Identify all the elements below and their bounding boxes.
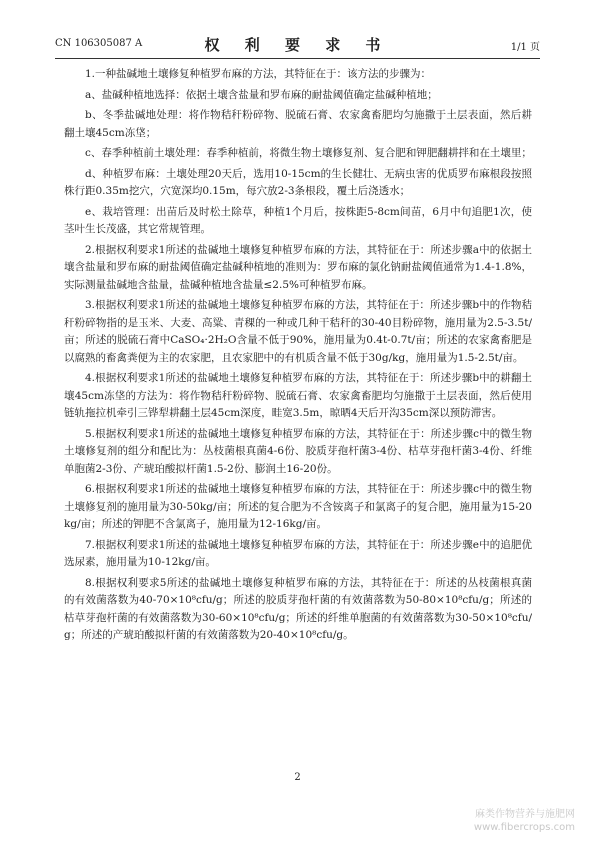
claim-2: 2.根据权利要求1所述的盐碱地土壤修复种植罗布麻的方法，其特征在于：所述步骤a中的依据土壤含盐量和罗布麻的耐盐阈值确定盐碱种植地的准则为：罗布麻的氯化钠耐盐阈值通常为1.4-1.8%，实际测量盐碱地含盐量，盐碱种植地含盐量≤2.5%可种植罗布麻。 xyxy=(64,243,532,291)
patent-number: CN 106305087 A xyxy=(55,38,143,49)
page-header xyxy=(55,36,540,54)
claim-5: 5.根据权利要求1所述的盐碱地土壤修复种植罗布麻的方法，其特征在于：所述步骤c中的微生物土壤修复剂的组分和配比为：丛枝菌根真菌4-6份、胶质芽孢杆菌3-4份、枯草芽孢杆菌3-4份、纤维单胞菌2-3份、产琥珀酸拟杆菌1.5-2份、膨润土16-20份。 xyxy=(64,427,532,475)
header-divider xyxy=(55,58,540,59)
page-label: 1/1 页 xyxy=(510,42,540,53)
claim-7: 7.根据权利要求1所述的盐碱地土壤修复种植罗布麻的方法，其特征在于：所述步骤e中的追肥优选尿素，施用量为10-12kg/亩。 xyxy=(64,538,532,568)
claim-1-step-d: d、种植罗布麻：土壤处理20天后，选用10-15cm的生长健壮、无病虫害的优质罗布麻根段按照株行距0.35m挖穴，穴宽深均0.15m，每穴放2-3条根段，覆土后浇透水； xyxy=(64,167,532,197)
claims-body xyxy=(64,66,532,648)
claim-1-step-a: a、盐碱种植地选择：依据土壤含盐量和罗布麻的耐盐阈值确定盐碱种植地； xyxy=(85,88,438,101)
page-number: 2 xyxy=(294,772,301,783)
claim-8: 8.根据权利要求5所述的盐碱地土壤修复种植罗布麻的方法，其特征在于：所述的丛枝菌根真菌的有效菌落数为40-70×10⁸cfu/g；所述的胶质芽孢杆菌的有效菌落数为50-80×10⁸cfu/g；所述的枯草芽孢杆菌的有效菌落数为30-60×10⁸cfu/g；所述的纤维单胞菌的有效菌落数为30-50×10⁸cfu/g；所述的产琥珀酸拟杆菌的有效菌落数为20-40×10⁸cfu/g。 xyxy=(64,576,532,641)
claim-3: 3.根据权利要求1所述的盐碱地土壤修复种植罗布麻的方法，其特征在于：所述步骤b中的作物秸秆粉碎物指的是玉米、大麦、高粱、青稞的一种或几种干秸秆的30-40目粉碎物，施用量为2.5-3.5t/亩；所述的脱硫石膏中CaSO₄·2H₂O含量不低于90%，施用量为0.4t-0.7t/亩；所述的农家禽畜肥是以腐熟的畜禽粪便为主的农家肥，且农家肥中的有机质含量不低于30g/kg，施用量为1.5-2.5t/亩。 xyxy=(64,299,532,364)
claim-1-step-b: b、冬季盐碱地处理：将作物秸秆粉碎物、脱硫石膏、农家禽畜肥均匀施撒于土层表面，然后耕翻土壤45cm冻垡； xyxy=(64,109,532,139)
watermark-url: www.fibercrops.com xyxy=(473,822,575,833)
watermark-title: 麻类作物营养与施肥网 xyxy=(475,809,575,820)
document-title: 权 利 要 求 书 xyxy=(204,36,391,54)
claim-1-step-c: c、春季种植前土壤处理：春季种植前，将微生物土壤修复剂、复合肥和钾肥翻耕拌和在土壤里； xyxy=(85,147,532,159)
claim-4: 4.根据权利要求1所述的盐碱地土壤修复种植罗布麻的方法，其特征在于：所述步骤b中的耕翻土壤45cm冻垡的方法为：将作物秸秆粉碎物、脱硫石膏、农家禽畜肥均匀施撒于土层表面，然后使用链轨拖拉机牵引三铧犁耕翻土层45cm深度，畦宽3.5m，晾晒4天后开沟35cm深以预防滞害。 xyxy=(64,372,532,419)
watermark xyxy=(474,808,575,834)
claim-1-step-e: e、栽培管理：出苗后及时松土除草，种植1个月后，按株距5-8cm间苗，6月中旬追肥1次，使茎叶生长茂盛，其它常规管理。 xyxy=(64,205,532,235)
claim-6: 6.根据权利要求1所述的盐碱地土壤修复种植罗布麻的方法，其特征在于：所述步骤c中的微生物土壤修复剂的施用量为30-50kg/亩；所述的复合肥为不含铵离子和氯离子的复合肥，施用量为15-20kg/亩；所述的钾肥不含氯离子，施用量为12-16kg/亩。 xyxy=(64,483,532,530)
claim-1-intro: 1.一种盐碱地土壤修复种植罗布麻的方法，其特征在于：该方法的步骤为： xyxy=(85,68,432,80)
